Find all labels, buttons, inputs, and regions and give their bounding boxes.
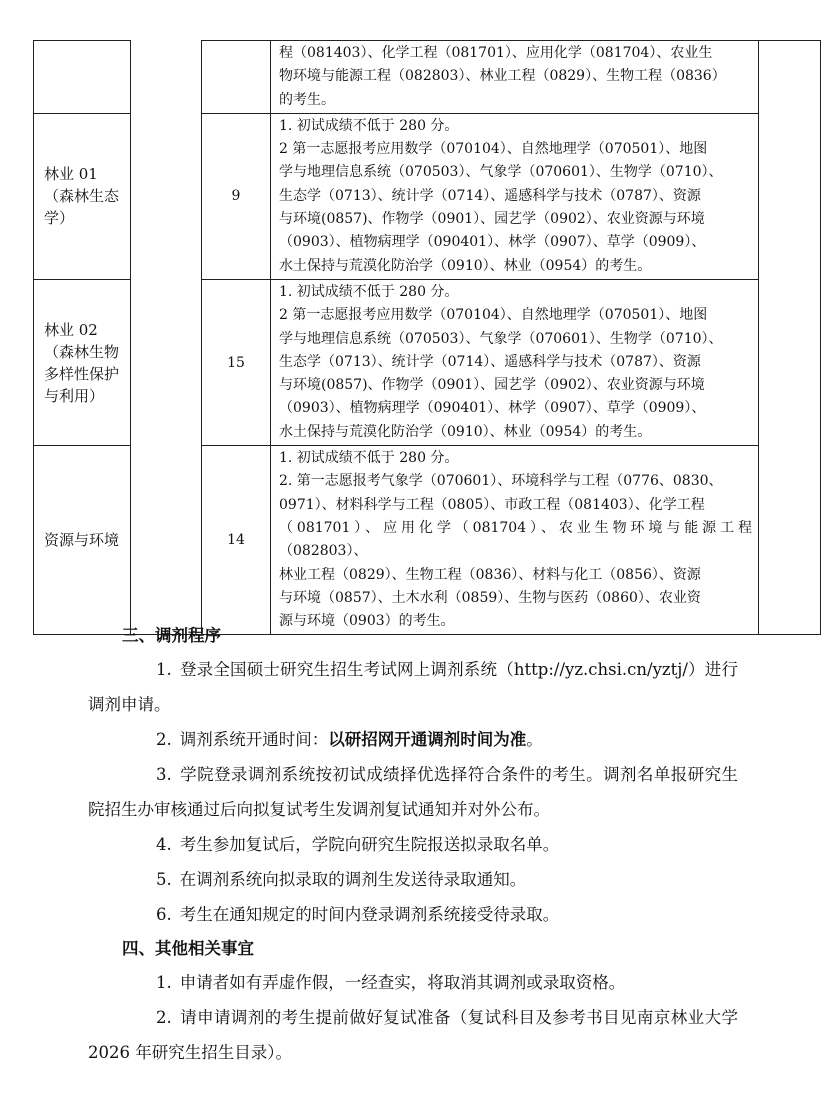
major-cell — [34, 41, 131, 114]
quota-cell: 15 — [202, 279, 271, 445]
requirement-line: 2 第一志愿报考应用数学（070104）、自然地理学（070501）、地图 — [279, 141, 708, 158]
requirement-line: 2. 第一志愿报考气象学（070601）、环境科学与工程（0776、0830、 — [279, 473, 723, 490]
requirement-line: （081701）、应用化学（081704）、农业生物环境与能源工程（082803）、 — [279, 519, 752, 560]
requirement-line: 0971）、材料科学与工程（0805）、市政工程（081403）、化学工程 — [279, 496, 705, 513]
requirement-line: 水土保持与荒漠化防治学（0910）、林业（0954）的考生。 — [279, 423, 652, 440]
item-text: 在调剂系统向拟录取的调剂生发送待录取通知。 — [179, 870, 527, 889]
item-number: 3. — [156, 765, 172, 784]
item-text: 考生参加复试后，学院向研究生院报送拟录取名单。 — [179, 835, 560, 854]
requirement-line: （0903）、植物病理学（090401）、林学（0907）、草学（0909）、 — [279, 234, 706, 251]
major-cell: 林业 01（森林生态学） — [34, 113, 131, 279]
item-number: 6. — [156, 905, 172, 924]
other-item — [88, 965, 738, 1000]
adjustment-table — [33, 40, 821, 635]
procedure-item — [88, 757, 738, 827]
item-text-after: 。 — [526, 730, 543, 749]
item-text: 调剂系统开通时间： — [179, 730, 329, 749]
requirement-line: 源与环境（0903）的考生。 — [279, 613, 455, 630]
procedure-item — [88, 827, 738, 862]
requirement-line: 生态学（0713）、统计学（0714）、遥感科学与技术（0787）、资源 — [279, 187, 701, 204]
item-text: 学院登录调剂系统按初试成绩择优选择符合条件的考生。调剂名单报研究生院招生办审核通过后向拟复试考生发调剂复试通知并对外公布。 — [88, 765, 738, 819]
procedure-item — [88, 722, 738, 757]
requirement-line: 与环境(0857)、作物学（0901）、园艺学（0902）、农业资源与环境 — [279, 377, 705, 394]
requirement-line: 与环境(0857)、作物学（0901）、园艺学（0902）、农业资源与环境 — [279, 211, 705, 228]
requirement-cell — [271, 279, 759, 445]
requirement-line: 物环境与能源工程（082803）、林业工程（0829）、生物工程（0836） — [279, 68, 726, 85]
item-bold-text: 以研招网开通调剂时间为准 — [328, 730, 527, 749]
requirement-line: 学与地理信息系统（070503）、气象学（070601）、生物学（0710）、 — [279, 164, 723, 181]
requirement-cell — [271, 41, 759, 114]
item-number: 1. — [156, 660, 172, 679]
requirement-line: （0903）、植物病理学（090401）、林学（0907）、草学（0909）、 — [279, 400, 706, 417]
major-cell: 林业 02（森林生物多样性保护与利用） — [34, 279, 131, 445]
major-cell: 资源与环境 — [34, 446, 131, 635]
quota-cell — [202, 41, 271, 114]
remarks-cell — [759, 41, 821, 635]
section-title: 四、其他相关事宜 — [122, 939, 254, 958]
requirement-line: 的考生。 — [279, 91, 335, 108]
item-text: 请申请调剂的考生提前做好复试准备（复试科目及参考书目见南京林业大学 2026 年研究生招生目录）。 — [88, 1008, 738, 1062]
requirement-line: 水土保持与荒漠化防治学（0910）、林业（0954）的考生。 — [279, 257, 652, 274]
table-row — [34, 41, 821, 114]
requirement-cell — [271, 446, 759, 635]
procedure-item — [88, 897, 738, 932]
item-number: 2. — [156, 730, 172, 749]
quota-cell: 14 — [202, 446, 271, 635]
requirement-line: 1. 初试成绩不低于 280 分。 — [279, 450, 459, 467]
requirement-line: 1. 初试成绩不低于 280 分。 — [279, 283, 459, 300]
section-adjustment-procedure — [88, 619, 738, 932]
item-text: 考生在通知规定的时间内登录调剂系统接受待录取。 — [179, 905, 560, 924]
requirement-line: 程（081403）、化学工程（081701）、应用化学（081704）、农业生 — [279, 45, 713, 61]
item-number: 1. — [156, 973, 172, 992]
item-number: 2. — [156, 1008, 172, 1027]
requirement-line: 1. 初试成绩不低于 280 分。 — [279, 117, 459, 134]
merged-blank-cell — [131, 41, 202, 635]
requirement-line: 生态学（0713）、统计学（0714）、遥感科学与技术（0787）、资源 — [279, 353, 701, 370]
item-text: 登录全国硕士研究生招生考试网上调剂系统（http://yz.chsi.cn/yztj/）进行调剂申请。 — [88, 660, 738, 714]
requirement-cell — [271, 113, 759, 279]
quota-cell: 9 — [202, 113, 271, 279]
requirement-line: 2 第一志愿报考应用数学（070104）、自然地理学（070501）、地图 — [279, 307, 708, 324]
item-number: 5. — [156, 870, 172, 889]
procedure-item — [88, 652, 738, 722]
section-other-matters — [88, 932, 738, 1070]
item-text: 申请者如有弄虚作假，一经查实，将取消其调剂或录取资格。 — [179, 973, 626, 992]
requirement-line: 林业工程（0829）、生物工程（0836）、材料与化工（0856）、资源 — [279, 566, 701, 583]
requirement-line: 学与地理信息系统（070503）、气象学（070601）、生物学（0710）、 — [279, 330, 723, 347]
section-title: 三、调剂程序 — [122, 626, 221, 645]
item-number: 4. — [156, 835, 172, 854]
other-item — [88, 1000, 738, 1070]
procedure-item — [88, 862, 738, 897]
requirement-line: 与环境（0857）、土木水利（0859）、生物与医药（0860）、农业资 — [279, 589, 701, 606]
